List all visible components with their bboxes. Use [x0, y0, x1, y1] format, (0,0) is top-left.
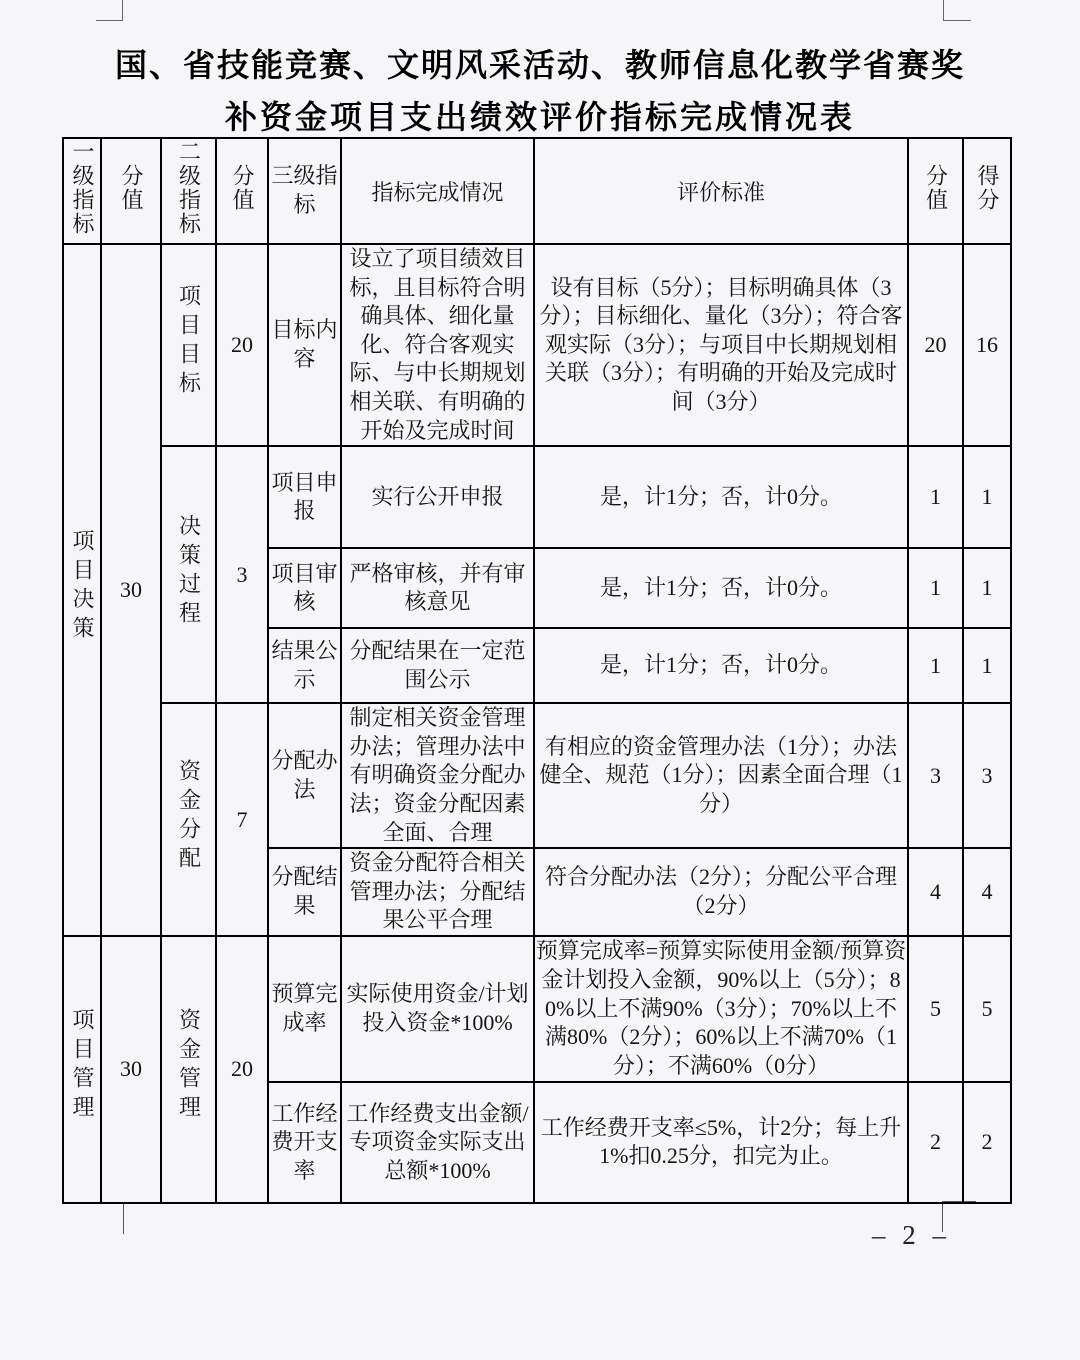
cell-level2-indicator: 决策过程 [161, 446, 216, 703]
table-row [63, 446, 1011, 548]
cell-score: 3 [908, 703, 963, 848]
header-criteria: 评价标准 [534, 138, 908, 244]
cell-earned: 3 [963, 703, 1011, 848]
cell-criteria: 是，计1分；否，计0分。 [534, 628, 908, 703]
header-earned: 得分 [963, 138, 1011, 244]
cell-score: 1 [908, 548, 963, 628]
cell-level1-indicator: 项目决策 [63, 244, 101, 936]
cell-criteria: 有相应的资金管理办法（1分）；办法健全、规范（1分）；因素全面合理（1分） [534, 703, 908, 848]
header-level1-indicator: 一级指标 [63, 138, 101, 244]
cell-level3-indicator: 目标内容 [268, 244, 341, 446]
cell-completion: 资金分配符合相关管理办法；分配结果公平合理 [341, 848, 534, 936]
cell-level2-score: 20 [216, 244, 268, 446]
cell-criteria: 预算完成率=预算实际使用金额/预算资金计划投入金额，90%以上（5分）；80%以上不满90%（3分）；70%以上不满80%（2分）；60%以上不满70%（1分）；不满60%（0分） [534, 936, 908, 1082]
evaluation-table [62, 137, 1012, 1204]
table-row [63, 244, 1011, 446]
cell-level3-indicator: 项目审核 [268, 548, 341, 628]
cell-earned: 2 [963, 1082, 1011, 1203]
cell-criteria: 是，计1分；否，计0分。 [534, 548, 908, 628]
cell-earned: 5 [963, 936, 1011, 1082]
page-number: – 2 – [872, 1220, 951, 1250]
cell-level3-indicator: 工作经费开支率 [268, 1082, 341, 1203]
cell-level2-score: 3 [216, 446, 268, 703]
cell-level2-score: 7 [216, 703, 268, 936]
cell-score: 2 [908, 1082, 963, 1203]
cell-score: 1 [908, 446, 963, 548]
cell-level3-indicator: 结果公示 [268, 628, 341, 703]
cell-level1-score: 30 [101, 244, 161, 936]
cell-score: 5 [908, 936, 963, 1082]
cell-level1-indicator: 项目管理 [63, 936, 101, 1203]
crop-mark-top-left [96, 0, 123, 21]
cell-earned: 4 [963, 848, 1011, 936]
cell-level3-indicator: 分配结果 [268, 848, 341, 936]
cell-completion: 实际使用资金/计划投入资金*100% [341, 936, 534, 1082]
cell-level3-indicator: 分配办法 [268, 703, 341, 848]
cell-completion: 制定相关资金管理办法；管理办法中有明确资金分配办法；资金分配因素全面、合理 [341, 703, 534, 848]
table-row [63, 936, 1011, 1082]
cell-score: 4 [908, 848, 963, 936]
cell-earned: 16 [963, 244, 1011, 446]
page-title-line2: 补资金项目支出绩效评价指标完成情况表 [224, 99, 855, 135]
cell-level1-score: 30 [101, 936, 161, 1203]
table-row [63, 703, 1011, 848]
crop-mark-bottom-left [96, 1203, 124, 1234]
page-title-line1: 国、省技能竞赛、文明风采活动、教师信息化教学省赛奖 [114, 47, 965, 83]
cell-completion: 严格审核，并有审核意见 [341, 548, 534, 628]
crop-mark-top-right [943, 0, 971, 21]
header-score-1: 分值 [101, 138, 161, 244]
cell-level2-indicator: 资金管理 [161, 936, 216, 1203]
cell-completion: 实行公开申报 [341, 446, 534, 548]
header-row [63, 138, 1011, 244]
cell-completion: 工作经费支出金额/专项资金实际支出总额*100% [341, 1082, 534, 1203]
cell-level2-indicator: 项目目标 [161, 244, 216, 446]
header-completion: 指标完成情况 [341, 138, 534, 244]
cell-level3-indicator: 项目申报 [268, 446, 341, 548]
cell-earned: 1 [963, 446, 1011, 548]
header-score-2: 分值 [216, 138, 268, 244]
header-level3-indicator: 三级指标 [268, 138, 341, 244]
header-score-3: 分值 [908, 138, 963, 244]
cell-earned: 1 [963, 628, 1011, 703]
cell-criteria: 符合分配办法（2分）；分配公平合理（2分） [534, 848, 908, 936]
cell-earned: 1 [963, 548, 1011, 628]
header-level2-indicator: 二级指标 [161, 138, 216, 244]
cell-level3-indicator: 预算完成率 [268, 936, 341, 1082]
cell-criteria: 工作经费开支率≤5%，计2分；每上升1%扣0.25分，扣完为止。 [534, 1082, 908, 1203]
cell-completion: 设立了项目绩效目标，且目标符合明确具体、细化量化、符合客观实际、与中长期规划相关联、有明确的开始及完成时间 [341, 244, 534, 446]
cell-score: 1 [908, 628, 963, 703]
cell-criteria: 是，计1分；否，计0分。 [534, 446, 908, 548]
cell-score: 20 [908, 244, 963, 446]
cell-criteria: 设有目标（5分）；目标明确具体（3分）；目标细化、量化（3分）；符合客观实际（3分）；与项目中长期规划相关联（3分）；有明确的开始及完成时间（3分） [534, 244, 908, 446]
cell-completion: 分配结果在一定范围公示 [341, 628, 534, 703]
cell-level2-indicator: 资金分配 [161, 703, 216, 936]
cell-level2-score: 20 [216, 936, 268, 1203]
